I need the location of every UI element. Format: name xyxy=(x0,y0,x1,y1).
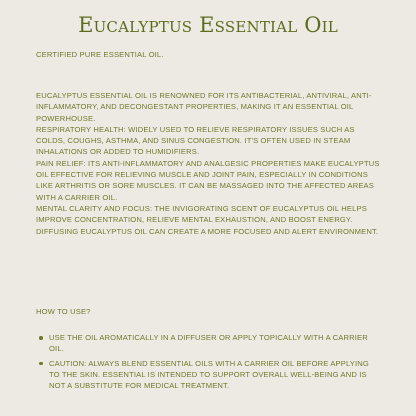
list-item-text: USE THE OIL AROMATICALLY IN A DIFFUSER OR APPLY TOPICALLY WITH A CARRIER OIL. xyxy=(49,333,368,354)
description-section xyxy=(36,90,381,237)
list-item-text: CAUTION: ALWAYS BLEND ESSENTIAL OILS WITH A CARRIER OIL BEFORE APPLYING TO THE SKIN. ESSENTIAL IS INTENDED TO SUPPORT OVERALL WELL-BEING AND IS NOT A SUBSTITUTE FOR MEDICAL TREATMENT. xyxy=(49,358,369,391)
list-item xyxy=(36,358,381,392)
subtitle: CERTIFIED PURE ESSENTIAL OIL. xyxy=(36,50,164,59)
usage-list xyxy=(36,332,381,394)
bullet-dot-icon xyxy=(39,336,43,340)
bullet-dot-icon xyxy=(39,362,43,366)
how-to-use-heading: HOW TO USE? xyxy=(36,307,91,316)
list-item xyxy=(36,332,381,355)
description-paragraph-pain-relief: PAIN RELIEF: ITS ANTI-INFLAMMATORY AND ANALGESIC PROPERTIES MAKE EUCALYPTUS OIL EFFECTIVE FOR RELIEVING MUSCLE AND JOINT PAIN, ESPECIALLY IN CONDITIONS LIKE ARTHRITIS OR SORE MUSCLES. IT CAN BE MASSAGED INTO THE AFFECTED AREAS WITH A CARRIER OIL. xyxy=(36,158,380,202)
description-paragraph-intro: EUCALYPTUS ESSENTIAL OIL IS RENOWNED FOR ITS ANTIBACTERIAL, ANTIVIRAL, ANTI-INFLAMMATORY, AND DECONGESTANT PROPERTIES, MAKING IT AN ESSENTIAL OIL POWERHOUSE. xyxy=(36,91,372,123)
description-paragraph-respiratory: RESPIRATORY HEALTH: WIDELY USED TO RELIEVE RESPIRATORY ISSUES SUCH AS COLDS, COUGHS, ASTHMA, AND SINUS CONGESTION. IT'S OFTEN USED IN STEAM INHALATIONS OR ADDED TO HUMIDIFIERS. xyxy=(36,124,355,157)
page-title: Eucalyptus Essential Oil xyxy=(78,13,338,37)
description-paragraph-mental-clarity: MENTAL CLARITY AND FOCUS: THE INVIGORATING SCENT OF EUCALYPTUS OIL HELPS IMPROVE CONCENTRATION, RELIEVE MENTAL EXHAUSTION, AND BOOST ENERGY. DIFFUSING EUCALYPTUS OIL CAN CREATE A MORE FOCUSED AND ALERT ENVIRONMENT. xyxy=(36,203,379,236)
